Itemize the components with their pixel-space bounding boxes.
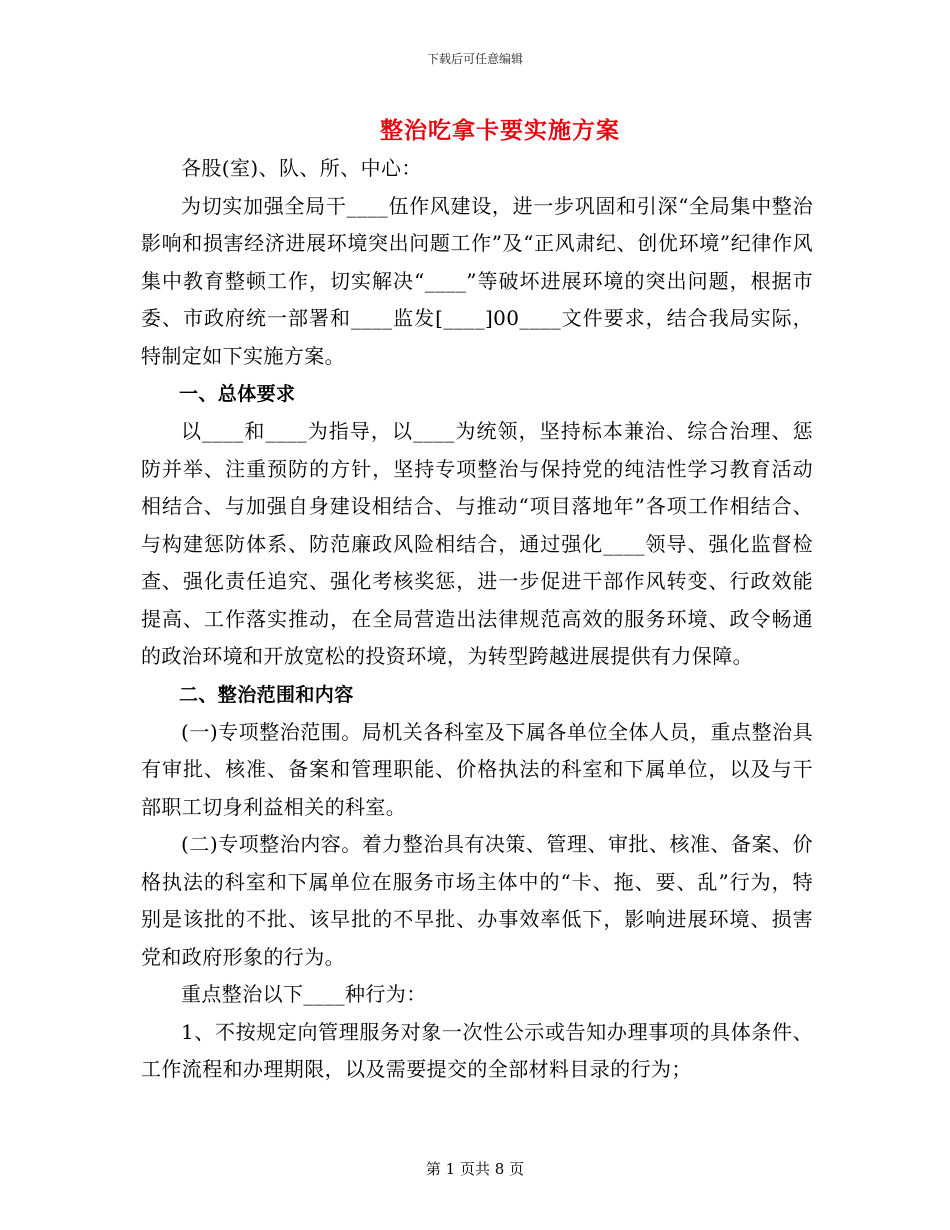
intro-paragraph: 为切实加强全局干____伍作风建设，进一步巩固和引深“全局集中整治影响和损害经济进展环境突出问题工作”及“正风肃纪、创优环境”纪律作风集中教育整顿工作，切实解决“____”等破坏进展环境的突出问题，根据市委、市政府统一部署和____监发[____]00____文件要求，结合我局实际，特制定如下实施方案。 — [141, 193, 813, 368]
content-paragraph: (二)专项整治内容。着力整治具有决策、管理、审批、核准、备案、价格执法的科室和下属单位在服务市场主体中的“卡、拖、要、乱”行为，特别是该批的不批、该早批的不早批、办事效率低下，影响进展环境、损害党和政府形象的行为。 — [141, 832, 813, 969]
general-requirements-paragraph: 以____和____为指导，以____为统领，坚持标本兼治、综合治理、惩防并举、注重预防的方针，坚持专项整治与保持党的纯洁性学习教育活动相结合、与加强自身建设相结合、与推动“项目落地年”各项工作相结合、与构建惩防体系、防范廉政风险相结合，通过强化____领导、强化监督检查、强化责任追究、强化考核奖惩，进一步促进干部作风转变、行政效能提高、工作落实推动，在全局营造出法律规范高效的服务环境、政令畅通的政治环境和开放宽松的投资环境，为转型跨越进展提供有力保障。 — [141, 419, 813, 668]
document-title: 整治吃拿卡要实施方案 — [380, 117, 620, 144]
list-item-1: 1、不按规定向管理服务对象一次性公示或告知办理事项的具体条件、工作流程和办理期限，以及需要提交的全部材料目录的行为； — [141, 1019, 813, 1081]
salutation: 各股(室)、队、所、中心： — [181, 156, 422, 180]
page-footer-number: 第 1 页共 8 页 — [425, 1160, 525, 1178]
scope-paragraph: (一)专项整治范围。局机关各科室及下属各单位全体人员，重点整治具有审批、核准、备案和管理职能、价格执法的科室和下属单位，以及与干部职工切身利益相关的科室。 — [141, 719, 813, 819]
document-body — [141, 150, 813, 1089]
key-behaviors-intro: 重点整治以下____种行为： — [181, 982, 427, 1006]
page-header-note: 下载后可任意编辑 — [426, 52, 523, 66]
section-heading-scope-and-content: 二、整治范围和内容 — [179, 683, 354, 706]
section-heading-general-requirements: 一、总体要求 — [179, 383, 296, 405]
